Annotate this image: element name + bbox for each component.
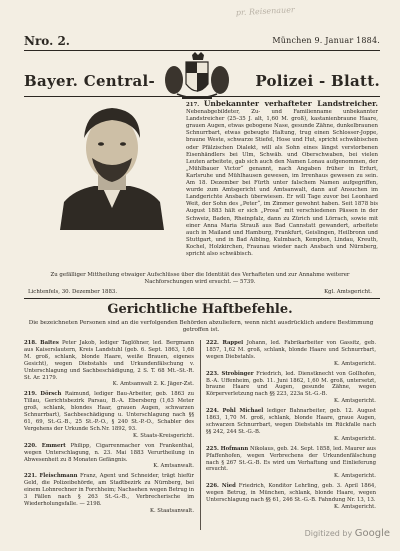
- section-rule: [24, 298, 380, 299]
- notice-place-date: Lichtenfels, 30. Dezember 1883.: [28, 289, 118, 295]
- warrant-entry: 223. Strobinger Friedrich, led. Dienstknecht von Gollhofen, B.-A. Uffenheim, geb. 11. Juni 1862, 1,60 M. groß, untersetzt, braune Haare und Augen, gesunde Zähne, wegen Körperverletzung nach §§ 223, 223a St.-G.-B. K. Amtsgericht.: [206, 370, 376, 405]
- warrant-entry: 221. Fleischmann Franz, Agent und Schneider, trägt hiefür Geld, die Polizeibehörde, am Stadtbezirk zu Nürnberg, bei einem Lohnrechner in Forchheim; Nachsehen wegen Betrug in 3 Fällen nach § 263 St.-G.-B., Verbrecherische im Wiederholungsfalle. — 2198. K. Staatsanwalt.: [24, 473, 194, 514]
- masthead-rule: [24, 96, 380, 97]
- warrant-entry: 226. Nied Friedrich, Konditor Lehrling, geb. 3. April 1864, wegen Betrug, in München, schlank, blonde Haare, wegen Unterschlagung nach §§ 61, 246 St.-G.-B. Fahndung Nr. 13, 13. K. Amtsgericht.: [206, 483, 376, 510]
- header-rule: [24, 50, 380, 51]
- google-watermark: Digitized by Google: [304, 528, 390, 539]
- warrant-entry: 224. Pohl Michael lediger Bahnarbeiter, geb. 12. August 1863, 1,70 M. groß, schlank, blonde Haare, graue Augen, schwarzen Schnurrbart, wegen Diebstahls im Rückfalle nach §§ 242, 244 St.-G.-B. K. Amtsgericht.: [206, 408, 376, 442]
- warrant-entry: 225. Hofmann Nikolaus, geb. 24. Sept. 1858, led. Maurer aus Pfaffenhofen, wegen Verbrechens der Urkundenfälschung nach § 267 St.-G.-B. Es wird um Verhaftung und Einlieferung ersucht. K. Amtsgericht.: [206, 445, 376, 480]
- issue-header: [24, 34, 380, 48]
- warrants-column-right: [206, 340, 376, 536]
- handwritten-note: pr. Reisenauer: [235, 5, 295, 18]
- google-logo: Google: [354, 528, 390, 539]
- dateline: München 9. Januar 1884.: [272, 36, 380, 45]
- notice-authority: Kgl. Amtsgericht.: [324, 289, 372, 295]
- notice-body: Nebenabgebildeter, Zu- und Familienname unbekannter Landstreicher (25–35 J. alt, 1,60 M. groß), kastanienbraune Haare, grauen Augen, etwas gebogene Nase, gesunde Zähne, dunkelbraunen Schnurrbart, etwas gebeugte Haltung, trug einen Schlosser-Joppe, braune Weste, schwarze Stiefel, Hose und Hut, spricht schwäbischen oder Pfälzischen Dialekt, will als Sohn eines längst verstorbenen Eisenhändlers bei Ulm, Schwäb. und Oberschwaben, bei vielen Leuten arbeitete, gab sich auch den Namen Lonau aufgenommen, der „Mühlbauer Victor“ genannt, nach Angaben früher in Erfurt, Karlsruhe und Mühlhausen gewesen, im Irrenhaus gewesen zu sein. Am 18. Dezember bei Fürth unter falschem Namen aufgegriffen, wurde zum Amtsgericht und Amtsanwalt, dann auf Ansuchen im Landgerichte Ansbach überwiesen. Er will Tage zuvor bei Leonhard Weit, der Sohn des „Peter“, im Zimmer gewohnt haben. Seit 1878 bis August 1883 hält er sich „Prosa“ mit verschiedenen Pässen in der Schweiz, Baden, Rheinpfalz, dann zu Zürich und Lörrach, sowie mit einer Anna Maria Strauß aus Bad Cannstatt gewandert, arbeitete auch in Mailand und Hamburg, Frankfurt, Geislingen, Heilbronn und Stuttgart, und in Bad Aibling, Kulmbach, Kempten, Lindau, Kreuth, Kochel, Holzkirchen, Fraunau wieder nach Ansbach und Nürnberg, spricht also schwäbisch.: [186, 109, 378, 257]
- section-title: Gerichtliche Haftbefehle.: [107, 302, 293, 317]
- warrant-entry: 222. Rappel Johann, led. Fabrikarbeiter von Gassitz, geb. 1857, 1,62 M. groß, schlank, blonde Haare und Schnurrbart, wegen Diebstahls. K. Amtsgericht.: [206, 340, 376, 367]
- warrant-entry: 218. Baltes Peter Jakob, lediger Taglöhner, led. Bergmann aus Kaiserslautern, Kreis Landstuhl (geb. 6. Sept. 1863, 1,68 M. groß, schlank, blonde Haare, weiße Brauen, eigenes Gesicht), wegen Diebstahls und Urkundenfälschung v. Unterschlagung und Sachbeschädigung, 2 S. T. 68 Mt.–St.-R. St. Ar. 2179. K. Amtsanwalt 2. K. Jäger-Zst.: [24, 340, 194, 388]
- masthead-title-left: Bayer. Central-: [24, 72, 155, 90]
- portrait-engraving: [54, 98, 170, 230]
- notice-caption: Zu gefälliger Mittheilung etwaiger Aufschlüsse über die Identität des Verhafteten und zur Annahme weiterer Nachforschungen wird ersucht. — 5739.: [50, 272, 350, 285]
- masthead-title-right: Polizei - Blatt.: [255, 72, 380, 90]
- issue-number: Nro. 2.: [24, 34, 70, 48]
- notice-unknown-vagrant: [186, 100, 378, 268]
- notice-title: Unbekannter verhafteter Landstreicher.: [203, 100, 378, 108]
- notice-number: 217.: [186, 102, 200, 108]
- coat-of-arms-icon: [162, 52, 232, 106]
- warrant-entry: 220. Emmert Philipp, Cigarrenmacher von Frankenthal, wegen Unterschlagung, n. 23. Mai 1883 Verurtheilung in Abwesenheit zu 8 Monaten Gefängnis. K. Amtsanwalt.: [24, 442, 194, 470]
- column-divider: [200, 340, 201, 530]
- warrants-column-left: [24, 340, 194, 536]
- warrant-entry: 219. Dörsch Raimund, lediger Bau-Arbeiter, geb. 1863 zu Tillau, Gerichtsbezirk Parsau, B.-A. Ebersberg (1,63 Meter groß, schlank, blondes Haar, grauen Augen, schwarzen Schnurrbart), Sachbeschädigung u. Unterschlagung nach §§ 61, 69, St.-G.-B., 25 St.-P.-O., § 240 St.-P.-O., Schabler des Vergehens der Urkunde Sch.Nr. 1892, 93. K. Staats-Kreisgericht.: [24, 391, 194, 439]
- section-intro: Die bezeichneten Personen sind an die verfolgenden Behörden abzuliefern, wenn nicht ausdrücklich andere Bestimmung getroffen ist.: [28, 320, 374, 333]
